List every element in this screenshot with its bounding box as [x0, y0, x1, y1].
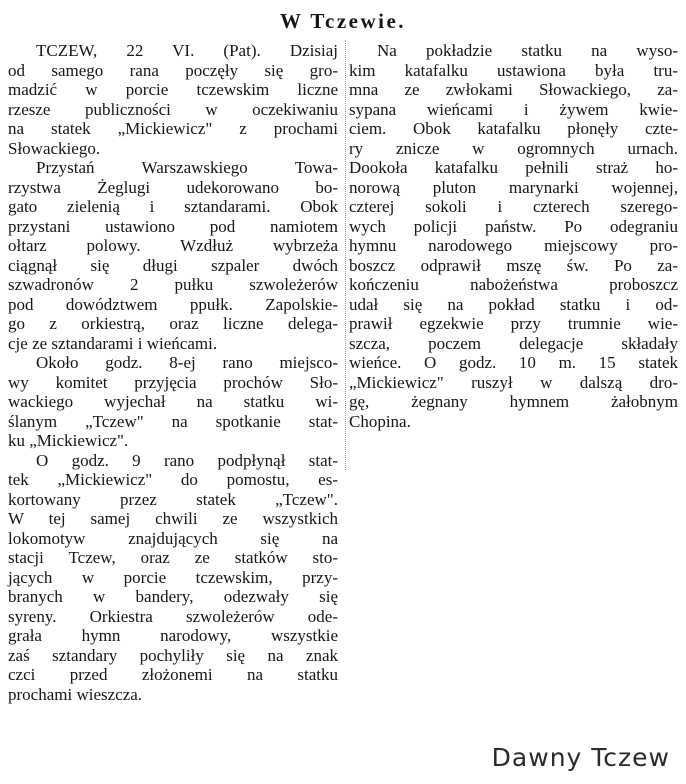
watermark-logo: Dawny Tczew — [491, 743, 670, 772]
text-line: wieńce. O godz. 10 m. 15 statek — [349, 353, 678, 372]
text-line: przystani ustawiono pod namiotem — [8, 216, 338, 236]
left-column — [8, 41, 338, 704]
text-line: prochami wieszcza. — [8, 684, 143, 704]
text-line: tek „Mickiewicz" do pomostu, es- — [8, 470, 338, 489]
text-line: Słowackiego. — [8, 138, 101, 158]
text-line: wy komitet przyjęcia prochów Sło- — [8, 372, 338, 392]
text-line: rzesze publiczności w oczekiwaniu — [8, 99, 338, 119]
text-line: lokomotyw znajdujących się na — [8, 528, 338, 548]
text-line: zaś sztandary pochyliły się na znak — [8, 645, 338, 665]
text-line: TCZEW, 22 VI. (Pat). Dzisiaj — [36, 41, 338, 60]
text-line: boszcz odprawił mszę św. Po za- — [349, 255, 678, 275]
text-line: udał się na pokład statku i od- — [349, 294, 678, 314]
text-line: madzić w porcie tczewskim liczne — [8, 80, 338, 99]
text-line: sypana wieńcami i żywem kwie- — [349, 99, 678, 119]
text-line: Około godz. 8-ej rano miejsco- — [36, 353, 338, 372]
text-line: Chopina. — [349, 411, 411, 431]
text-line: ślanym „Tczew" na spotkanie stat- — [8, 411, 338, 431]
text-line: W tej samej chwili ze wszystkich — [8, 509, 338, 528]
text-line: hymnu narodowego miejscowy pro- — [349, 236, 678, 255]
text-line: Przystań Warszawskiego Towa- — [36, 158, 338, 177]
text-line: szcza, poczem delegacje składały — [349, 333, 678, 353]
text-line: ciem. Obok katafalku płonęły czte- — [349, 119, 678, 138]
text-line: branych w bandery, odezwały się — [8, 587, 338, 606]
text-line: kim katafalku ustawiona była tru- — [349, 60, 678, 80]
text-line: ry znicze w ogromnych urnach. — [349, 138, 678, 158]
text-line: Dookoła katafalku pełnili straż ho- — [349, 158, 678, 177]
article-headline: W Tczewie. — [279, 9, 407, 33]
text-line: mna ze zwłokami Słowackiego, za- — [349, 80, 678, 99]
text-line: ciągnął się długi szpaler dwóch — [8, 255, 338, 275]
text-line: wackiego wyjechał na statku wi- — [8, 392, 338, 411]
text-line: go z orkiestrą, oraz liczne delega- — [8, 314, 338, 333]
text-line: kortowany przez statek „Tczew". — [8, 489, 338, 509]
column-divider — [345, 40, 346, 470]
text-line: prawił egzekwie przy trumnie wie- — [349, 314, 678, 333]
text-line: szwadronów 2 pułku szwoleżerów — [8, 275, 338, 294]
text-line: na statek „Mickiewicz" z prochami — [8, 119, 338, 138]
text-line: ołtarz polowy. Wzdłuż wybrzeża — [8, 236, 338, 255]
text-line: czci przed złożonemi na statku — [8, 665, 338, 684]
text-line: pod dowództwem ppułk. Zapolskie- — [8, 294, 338, 314]
text-line: rzystwa Żeglugi udekorowano bo- — [8, 177, 338, 197]
text-line: „Mickiewicz" ruszył w dalszą dro- — [349, 372, 678, 392]
right-column — [349, 41, 678, 431]
text-line: grała hymn narodowy, wszystkie — [8, 626, 338, 645]
text-line: gę, żegnany hymnem żałobnym — [349, 392, 678, 411]
text-line: stacji Tczew, oraz ze statków sto- — [8, 548, 338, 567]
text-line: wych policji państw. Po odegraniu — [349, 216, 678, 236]
text-line: Na pokładzie statku na wyso- — [377, 41, 678, 60]
text-line: ku „Mickiewicz". — [8, 431, 129, 450]
text-line: syreny. Orkiestra szwoleżerów ode- — [8, 606, 338, 626]
text-line: czterej sokoli i czterech szerego- — [349, 197, 678, 216]
text-line: kończeniu nabożeństwa proboszcz — [349, 275, 678, 294]
text-line: cje ze sztandarami i wieńcami. — [8, 333, 218, 353]
text-line: od samego rana poczęły się gro- — [8, 60, 338, 80]
text-line: jących w porcie tczewskim, przy- — [8, 567, 338, 587]
text-line: O godz. 9 rano podpłynął stat- — [36, 450, 338, 470]
text-line: norową pluton marynarki wojennej, — [349, 177, 678, 197]
text-line: gato zielenią i sztandarami. Obok — [8, 197, 338, 216]
